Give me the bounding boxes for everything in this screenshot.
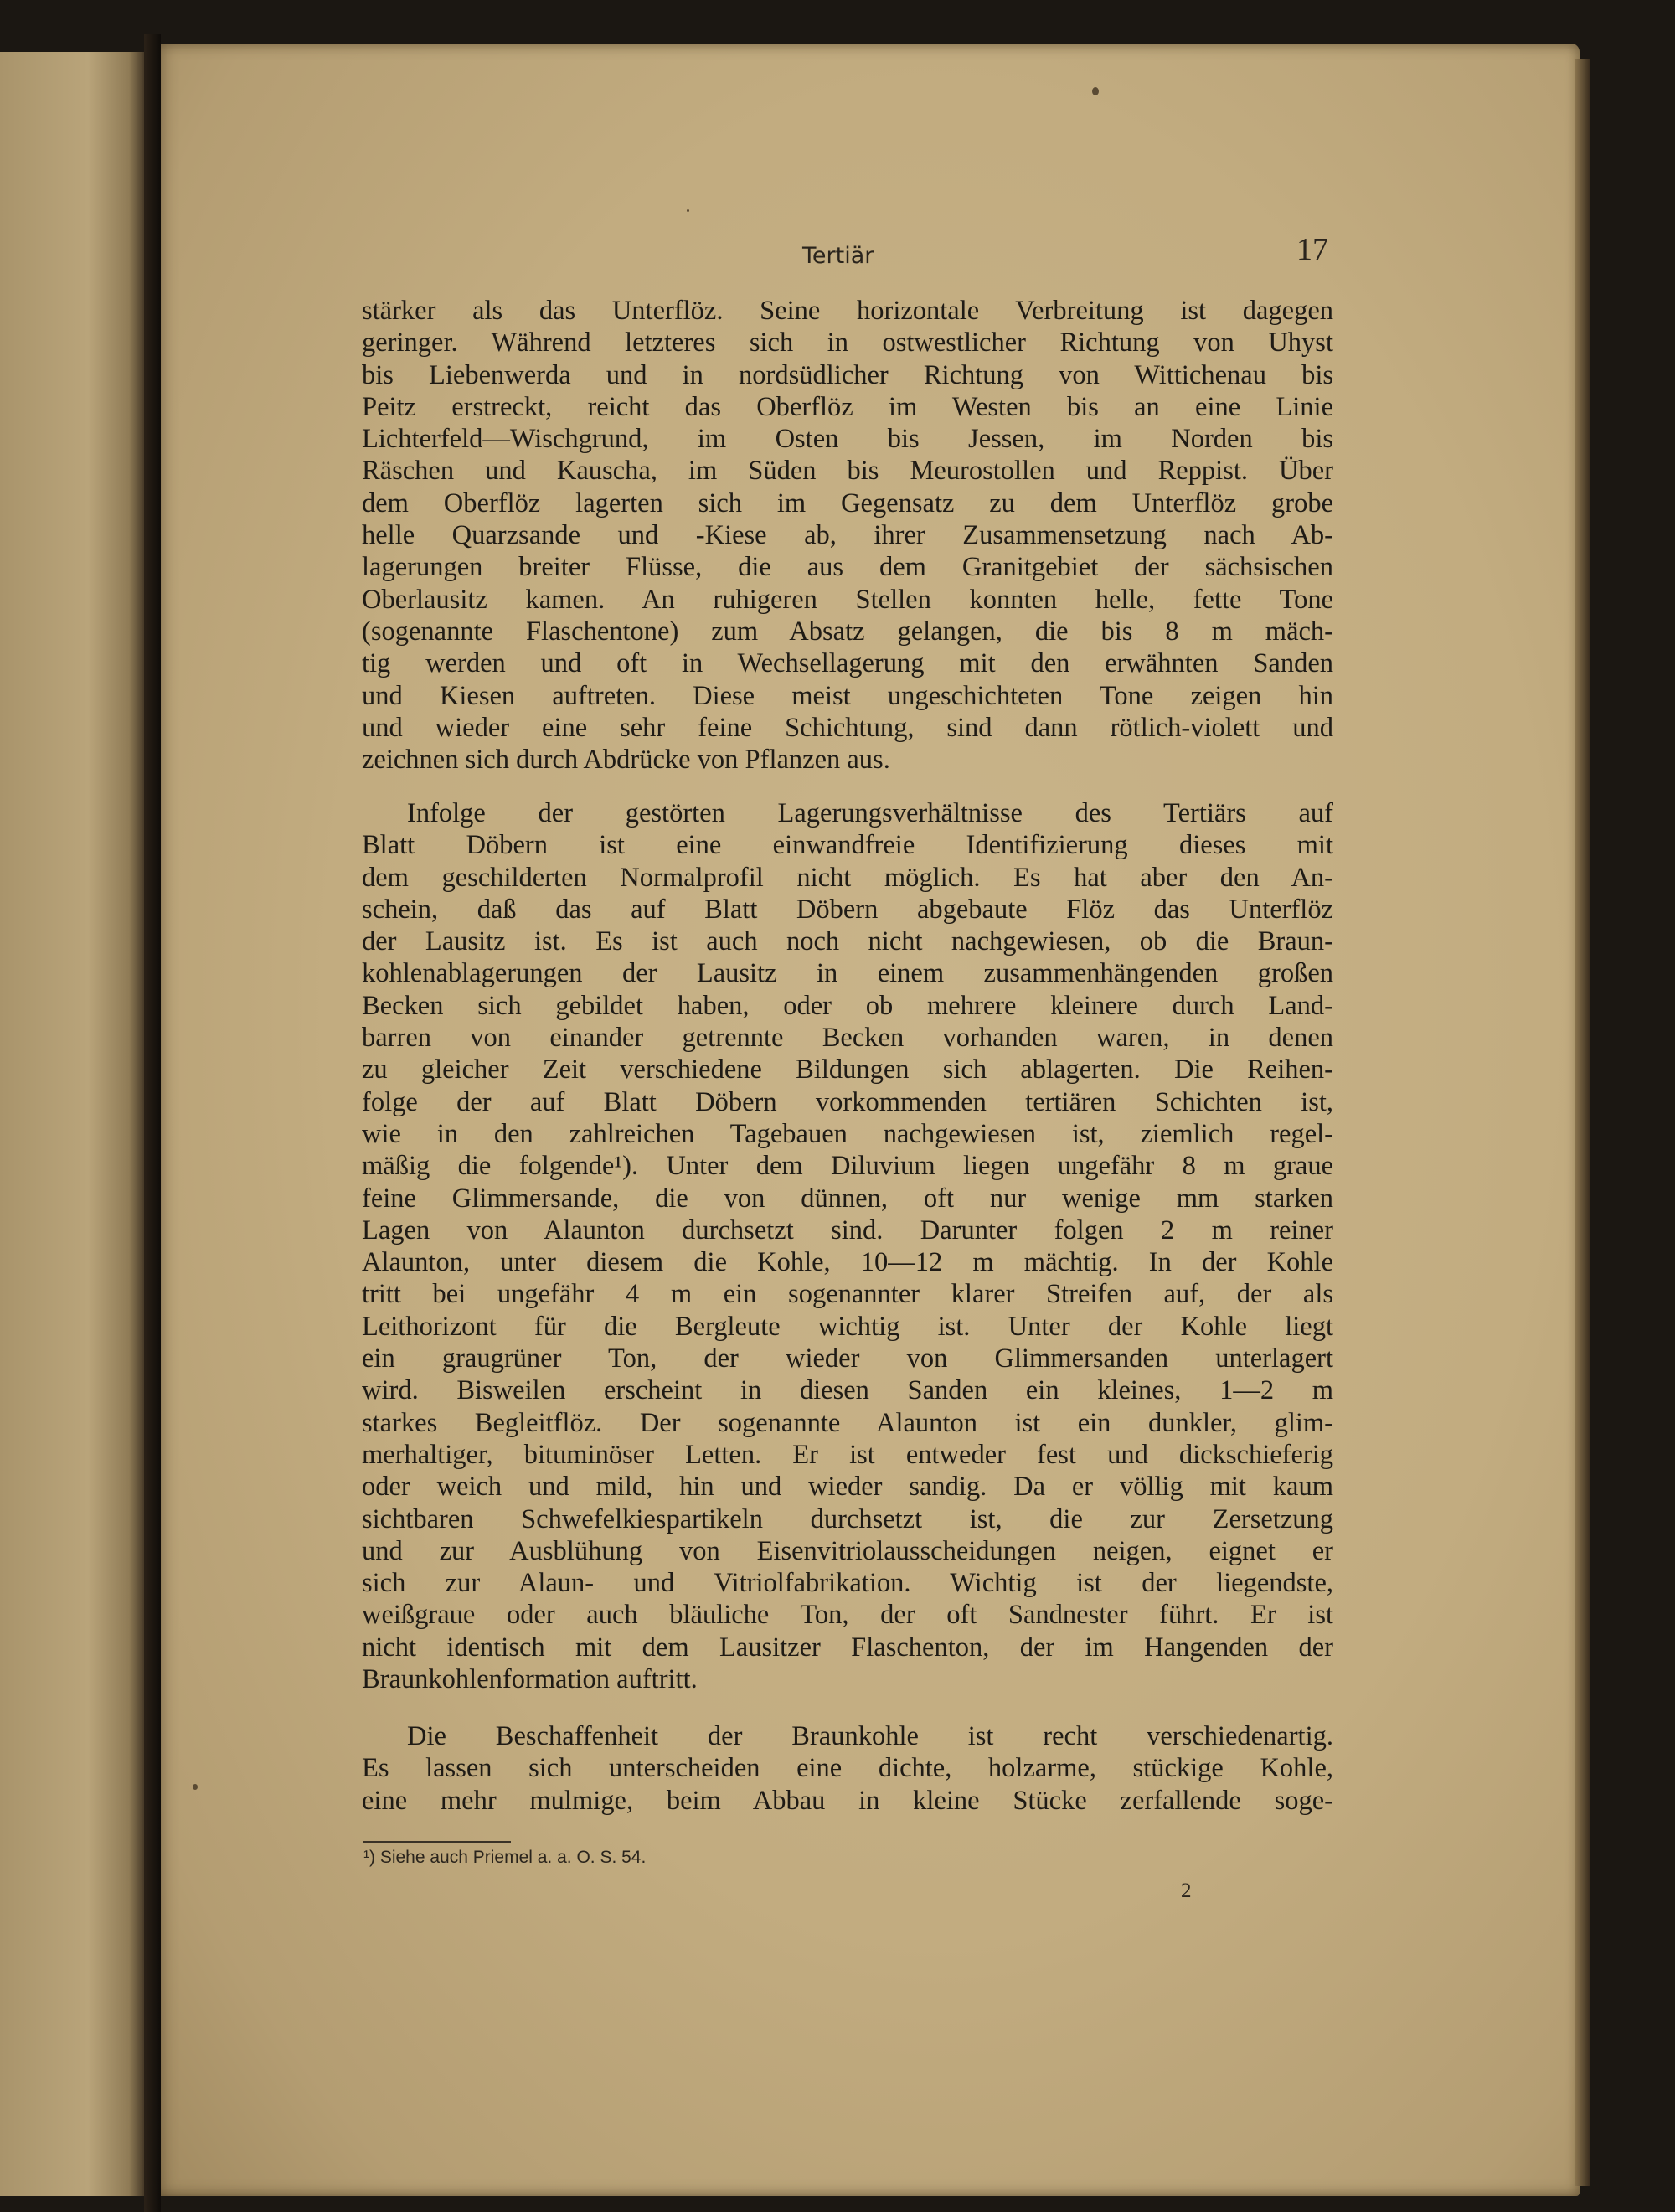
text-line: Lichterfeld—Wischgrund, im Osten bis Jessen, im Norden bis bbox=[362, 424, 1333, 455]
text-line: schein, daß das auf Blatt Döbern abgebaute Flöz das Unterflöz bbox=[362, 894, 1333, 925]
text-line: Peitz erstreckt, reicht das Oberflöz im Westen bis an eine Linie bbox=[362, 391, 1333, 422]
text-line: dem Oberflöz lagerten sich im Gegensatz zu dem Unterflöz grobe bbox=[362, 487, 1333, 518]
text-line: zu gleicher Zeit verschiedene Bildungen sich ablagerten. Die Reihen- bbox=[362, 1054, 1333, 1085]
text-line: Es lassen sich unterscheiden eine dichte, holzarme, stückige Kohle, bbox=[362, 1753, 1333, 1784]
text-line: oder weich und mild, hin und wieder sandig. Da er völlig mit kaum bbox=[362, 1472, 1333, 1503]
text-line: Blatt Döbern ist eine einwandfreie Identifizierung dieses mit bbox=[362, 830, 1333, 861]
text-line: Leithorizont für die Bergleute wichtig ist. Unter der Kohle liegt bbox=[362, 1311, 1333, 1342]
text-line: und zur Ausblühung von Eisenvitriolausscheidungen neigen, eignet er bbox=[362, 1535, 1333, 1566]
text-line: stärker als das Unterflöz. Seine horizontale Verbreitung ist dagegen bbox=[362, 296, 1333, 326]
text-line: und Kiesen auftreten. Diese meist ungeschichteten Tone zeigen hin bbox=[362, 680, 1333, 711]
text-line: helle Quarzsande und -Kiese ab, ihrer Zusammensetzung nach Ab- bbox=[362, 520, 1333, 551]
text-line: bis Liebenwerda und in nordsüdlicher Richtung von Wittichenau bis bbox=[362, 359, 1333, 390]
footnote: ¹) Siehe auch Priemel a. a. O. S. 54. bbox=[363, 1848, 647, 1867]
paper-speck bbox=[193, 1784, 198, 1790]
text-line: Lagen von Alaunton durchsetzt sind. Darunter folgen 2 m reiner bbox=[362, 1214, 1333, 1245]
text-line: zeichnen sich durch Abdrücke von Pflanzen aus. bbox=[362, 745, 890, 776]
text-line: tig werden und oft in Wechsellagerung mit den erwähnten Sanden bbox=[362, 648, 1333, 679]
paper-speck bbox=[1092, 87, 1099, 95]
signature-mark: 2 bbox=[1181, 1879, 1192, 1902]
book-gutter bbox=[144, 34, 161, 2212]
text-line: starkes Begleitflöz. Der sogenannte Alaunton ist ein dunkler, glim- bbox=[362, 1407, 1333, 1438]
paragraph-2 bbox=[362, 797, 1333, 1695]
running-head: Tertiär bbox=[802, 243, 874, 269]
text-line: dem geschilderten Normalprofil nicht möglich. Es hat aber den An- bbox=[362, 862, 1333, 893]
text-line: mäßig die folgende¹). Unter dem Diluvium liegen ungefähr 8 m graue bbox=[362, 1151, 1333, 1182]
text-line: nicht identisch mit dem Lausitzer Flaschenton, der im Hangenden der bbox=[362, 1632, 1333, 1663]
text-line: barren von einander getrennte Becken vorhanden waren, in denen bbox=[362, 1023, 1333, 1054]
left-page-edge bbox=[0, 52, 147, 2196]
text-line: Alaunton, unter diesem die Kohle, 10—12 m mächtig. In der Kohle bbox=[362, 1247, 1333, 1278]
text-line: sichtbaren Schwefelkiespartikeln durchsetzt ist, die zur Zersetzung bbox=[362, 1503, 1333, 1534]
text-line: ein graugrüner Ton, der wieder von Glimmersanden unterlagert bbox=[362, 1343, 1333, 1374]
page-number: 17 bbox=[1296, 232, 1328, 267]
text-line: sich zur Alaun- und Vitriolfabrikation. Wichtig ist der liegendste, bbox=[362, 1568, 1333, 1599]
text-line: Oberlausitz kamen. An ruhigeren Stellen konnten helle, fette Tone bbox=[362, 584, 1333, 615]
text-line: Infolge der gestörten Lagerungsverhältnisse des Tertiärs auf bbox=[407, 798, 1333, 828]
text-line: (sogenannte Flaschentone) zum Absatz gelangen, die bis 8 m mäch- bbox=[362, 616, 1333, 647]
paper-speck bbox=[687, 209, 689, 212]
text-line: Die Beschaffenheit der Braunkohle ist recht verschiedenartig. bbox=[407, 1721, 1333, 1751]
footnote-rule bbox=[363, 1841, 511, 1843]
text-line: Becken sich gebildet haben, oder ob mehrere kleinere durch Land- bbox=[362, 990, 1333, 1021]
text-line: kohlenablagerungen der Lausitz in einem zusammenhängenden großen bbox=[362, 958, 1333, 989]
paragraph-3 bbox=[362, 1720, 1333, 1817]
text-line: merhaltiger, bituminöser Letten. Er ist entweder fest und dickschieferig bbox=[362, 1439, 1333, 1470]
text-line: der Lausitz ist. Es ist auch noch nicht nachgewiesen, ob die Braun- bbox=[362, 926, 1333, 957]
text-line: wie in den zahlreichen Tagebauen nachgewiesen ist, ziemlich regel- bbox=[362, 1118, 1333, 1149]
text-line: geringer. Während letzteres sich in ostwestlicher Richtung von Uhyst bbox=[362, 327, 1333, 358]
paragraph-1 bbox=[362, 295, 1333, 776]
text-line: folge der auf Blatt Döbern vorkommenden tertiären Schichten ist, bbox=[362, 1086, 1333, 1117]
text-line: tritt bei ungefähr 4 m ein sogenannter klarer Streifen auf, der als bbox=[362, 1279, 1333, 1310]
text-line: Räschen und Kauscha, im Süden bis Meurostollen und Reppist. Über bbox=[362, 456, 1333, 487]
text-line: Braunkohlenformation auftritt. bbox=[362, 1664, 698, 1695]
page-right-edge bbox=[1574, 59, 1590, 2186]
text-line: weißgraue oder auch bläuliche Ton, der oft Sandnester führt. Er ist bbox=[362, 1600, 1333, 1631]
text-line: eine mehr mulmige, beim Abbau in kleine Stücke zerfallende soge- bbox=[362, 1785, 1333, 1816]
text-line: lagerungen breiter Flüsse, die aus dem Granitgebiet der sächsischen bbox=[362, 552, 1333, 583]
text-line: und wieder eine sehr feine Schichtung, sind dann rötlich-violett und bbox=[362, 712, 1333, 743]
text-line: wird. Bisweilen erscheint in diesen Sanden ein kleines, 1—2 m bbox=[362, 1375, 1333, 1406]
text-line: feine Glimmersande, die von dünnen, oft nur wenige mm starken bbox=[362, 1183, 1333, 1214]
